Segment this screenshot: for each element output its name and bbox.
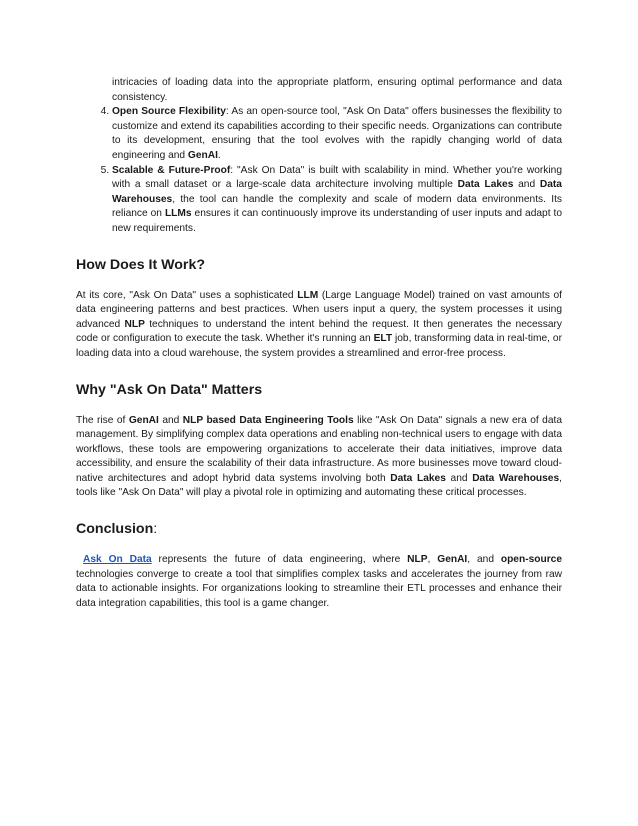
ask-on-data-link[interactable]: Ask On Data [83,554,152,566]
item-title: Scalable & Future-Proof [112,164,231,176]
list-item-scalable: 5. Scalable & Future-Proof: "Ask On Data" is built with scalability in mind. Whether you're working with a small dataset or a large-scale data architecture involving multiple Data Lakes and Data Warehouses, the tool can handle the complexity and scale of modern data environments. Its reliance on LLMs ensures it can continuously improve its understanding of user inputs and adapt to new requirements. [112,164,562,237]
paragraph-how-it-works: At its core, "Ask On Data" uses a sophisticated LLM (Large Language Model) trained on vast amounts of data engineering patterns and best practices. When users input a query, the system processes it using advanced NLP techniques to understand the intent behind the request. It then generates the necessary code or configuration to execute the task. Whether it's running an ELT job, transforming data in real-time, or loading data into a cloud warehouse, the system provides a streamlined and error-free process. [76,289,562,359]
heading-conclusion: Conclusion: [76,521,158,538]
document-content [76,76,562,611]
item-title: Open Source Flexibility [112,106,226,118]
feature-list [76,105,562,236]
list-continued-text: intricacies of loading data into the appropriate platform, ensuring optimal performance and data consistency. [112,77,562,103]
paragraph-conclusion: Ask On Data represents the future of data engineering, where NLP, GenAI, and open-source technologies converge to create a tool that simplifies complex tasks and accelerates the journey from raw data to actionable insights. For organizations looking to streamline their ETL processes and enhance their data integration capabilities, this tool is a game changer. [76,554,562,609]
heading-how-it-works: How Does It Work? [76,256,206,273]
paragraph-why-it-matters: The rise of GenAI and NLP based Data Engineering Tools like "Ask On Data" signals a new era of data management. By simplifying complex data operations and enabling non-technical users to engage with data workflows, these tools are empowering organizations to accelerate their data initiatives, improve data accessibility, and ensure the scalability of their data infrastructure. As more businesses move toward cloud-native architectures and adopt hybrid data systems involving both Data Lakes and Data Warehouses, tools like "Ask On Data" will play a pivotal role in optimizing and automating these critical processes. [76,414,562,499]
list-item-open-source: 4. Open Source Flexibility: As an open-source tool, "Ask On Data" offers businesses the flexibility to customize and extend its capabilities according to their specific needs. Organizations can contribute to its development, ensuring that the tool evolves with the rapidly changing world of data engineering and GenAI. [112,105,562,163]
heading-why-it-matters: Why "Ask On Data" Matters [76,381,263,398]
